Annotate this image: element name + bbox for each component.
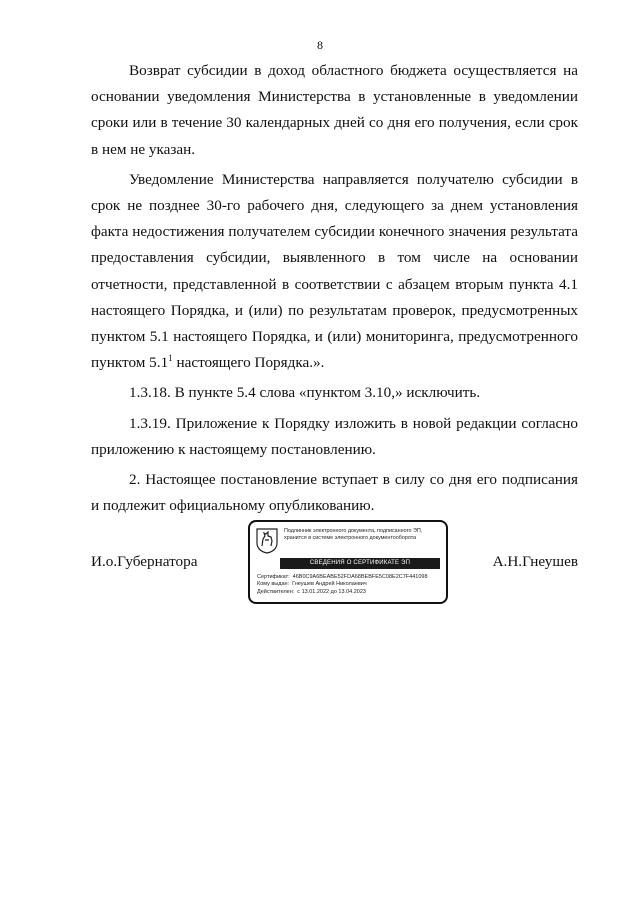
paragraph-1-3-18: 1.3.18. В пункте 5.4 слова «пунктом 3.10,» исключить. xyxy=(129,384,481,402)
certificate-label: Сертификат: xyxy=(257,574,290,580)
validity-label: Действителен: xyxy=(257,588,295,595)
owner-line xyxy=(257,581,443,588)
paragraph-ministry-notice xyxy=(91,167,578,377)
footnote-superscript: 1 xyxy=(168,353,173,364)
paragraph-1-3-19: 1.3.19. Приложение к Порядку изложить в новой редакции согласно приложению к настоящему постановлению. xyxy=(91,414,578,458)
stamp-details xyxy=(257,574,443,596)
signer-title: И.о.Губернатора xyxy=(91,553,198,570)
paragraph-2-effective: 2. Настоящее постановление вступает в силу со дня его подписания и подлежит официальному опубликованию. xyxy=(91,471,578,515)
certificate-line xyxy=(257,574,443,581)
coat-of-arms-icon xyxy=(256,528,278,554)
paragraph-ministry-notice-text: Уведомление Министерства направляется получателю субсидии в срок не позднее 30-го рабочего дня, следующего за днем установления факта недостижения получателем субсидии конечного значения результата предоставления субсидии, выявленного в том числе на основании отчетности, представленной в соответствии с абзацем вторым пункта 4.1 настоящего Порядка, и (или) по результатам проверок, предусмотренных пунктом 5.1 настоящего Порядка, и (или) мониторинга, предусмотренного пунктом 5.1 xyxy=(91,170,578,372)
stamp-header: СВЕДЕНИЯ О СЕРТИФИКАТЕ ЭП xyxy=(280,558,440,569)
stamp-note: Подлинник электронного документа, подписанного ЭП, хранится в системе электронного документооборота xyxy=(284,528,423,541)
paragraph-subsidy-return: Возврат субсидии в доход областного бюджета осуществляется на основании уведомления Министерства в установленные в уведомлении сроки или в течение 30 календарных дней со дня его получения, если срок в нем не указан. xyxy=(91,62,578,158)
owner-label: Кому выдан: xyxy=(257,581,290,588)
owner-value: Гнеушев Андрей Николаевич xyxy=(292,581,367,588)
page-number: 8 xyxy=(317,38,323,52)
validity-line xyxy=(257,589,443,596)
validity-value: с 13.01.2022 до 13.04.2023 xyxy=(297,588,366,595)
electronic-signature-stamp xyxy=(248,520,448,604)
paragraph-ministry-notice-tail: настоящего Порядка.». xyxy=(172,354,325,372)
document-body xyxy=(91,58,578,523)
signer-name: А.Н.Гнеушев xyxy=(492,553,578,570)
certificate-value: 46B0C9A6BEABE52FDA68BEBFE5C08E2C7F441098 xyxy=(292,574,428,580)
signature-block xyxy=(91,520,578,606)
